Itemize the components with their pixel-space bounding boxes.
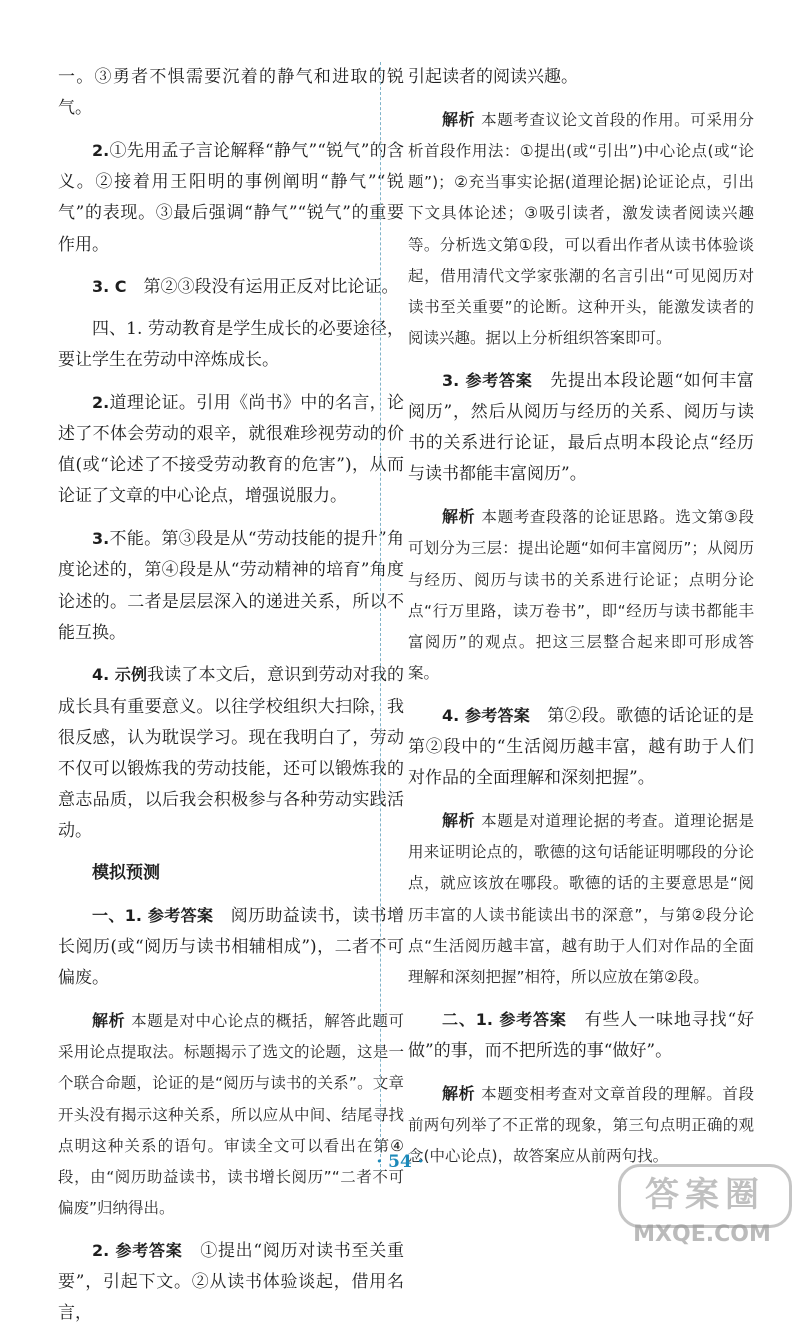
paragraph-text: 不能。第③段是从“劳动技能的提升”角度论述的，第④段是从“劳动精神的培育”角度论述的。二者是层层深入的递进关系，所以不能互换。	[58, 529, 404, 643]
analysis-label: 解析	[442, 1083, 476, 1103]
question-label: 4. 参考答案	[442, 705, 531, 725]
paragraph-text: 道理论证。引用《尚书》中的名言，论述了不体会劳动的艰辛，就很难珍视劳动的价值(或“论述了不接受劳动教育的危害”)，从而论证了文章的中心论点，增强说服力。	[58, 392, 404, 507]
answer-paragraph	[58, 62, 404, 124]
question-label: 3. 参考答案	[442, 370, 533, 390]
analysis-label: 解析	[442, 810, 476, 830]
paragraph-text: 本题是对中心论点的概括，解答此题可采用论点提取法。标题揭示了选文的论题，这是一个联合命题，论证的是“阅历与读书的关系”。文章开头没有揭示这种关系，所以应从中间、结尾寻找点明这种关系的语句。审读全文可以看出在第④段，由“阅历助益读书，读书增长阅历”“二者不可偏废”归纳得出。	[58, 1011, 404, 1218]
question-label: 3.	[92, 529, 110, 549]
answer-paragraph	[408, 1004, 754, 1067]
answer-paragraph	[58, 1235, 404, 1330]
page-number: · 54 ·	[376, 1152, 424, 1172]
answer-paragraph	[58, 523, 404, 649]
paragraph-text: 四、1. 劳动教育是学生成长的必要途径，要让学生在劳动中淬炼成长。	[58, 318, 404, 371]
paragraph-text: 第②段。歌德的话论证的是第②段中的“生活阅历越丰富，越有助于人们对作品的全面理解和深刻把握”。	[408, 705, 754, 789]
answer-paragraph	[58, 135, 404, 261]
section-heading-text: 模拟预测	[92, 863, 160, 884]
watermark-seal: 答案圈	[618, 1164, 792, 1228]
section-heading	[58, 858, 404, 889]
paragraph-text: 本题变相考查对文章首段的理解。首段前两句列举了不正常的现象，第三句点明正确的观念(中心论点)，故答案应从前两句找。	[408, 1084, 754, 1165]
answer-paragraph	[408, 365, 754, 491]
paragraph-text: 引起读者的阅读兴趣。	[408, 67, 578, 87]
watermark-url: MXQE.COM	[633, 1222, 771, 1247]
paragraph-text: ①先用孟子言论解释“静气”“锐气”的含义。②接着用王阳明的事例阐明“静气”“锐气”的表现。③最后强调“静气”“锐气”的重要作用。	[58, 140, 404, 255]
question-label: 3. C	[92, 277, 127, 297]
question-label: 一、1. 参考答案	[92, 905, 214, 925]
question-label: 2.	[92, 140, 110, 160]
watermark-logo	[612, 1160, 792, 1250]
paragraph-text: ①提出“阅历对读书至关重要”，引起下文。②从读书体验谈起，借用名言，	[58, 1240, 404, 1324]
left-column	[58, 62, 404, 1340]
question-label: 4. 示例	[92, 665, 148, 685]
analysis-paragraph	[408, 805, 754, 993]
column-divider	[380, 62, 381, 1172]
answer-paragraph	[58, 659, 404, 847]
answer-paragraph	[58, 387, 404, 513]
paragraph-text: 先提出本段论题“如何丰富阅历”，然后从阅历与经历的关系、阅历与读书的关系进行论证，最后点明本段论点“经历与读书都能丰富阅历”。	[408, 370, 754, 485]
answer-paragraph	[408, 700, 754, 795]
analysis-paragraph	[58, 1005, 404, 1224]
answer-paragraph	[58, 314, 404, 376]
paragraph-text: 阅历助益读书，读书增长阅历(或“阅历与读书相辅相成”)，二者不可偏废。	[58, 905, 404, 989]
analysis-paragraph	[408, 104, 754, 355]
answer-paragraph	[408, 62, 754, 93]
analysis-label: 解析	[92, 1010, 126, 1030]
paragraph-text: 本题是对道理论据的考查。道理论据是用来证明论点的，歌德的这句话能证明哪段的分论点，就应该放在哪段。歌德的话的主要意思是“阅历丰富的人读书能读出书的深意”，与第②段分论点“生活阅历越丰富，越有助于人们对作品的全面理解和深刻把握”相符，所以应放在第②段。	[408, 811, 754, 986]
paragraph-text: 一。③勇者不惧需要沉着的静气和进取的锐气。	[58, 67, 404, 119]
answer-paragraph	[58, 271, 404, 303]
analysis-label: 解析	[442, 109, 476, 129]
analysis-paragraph	[408, 501, 754, 689]
question-label: 2. 参考答案	[92, 1240, 183, 1260]
analysis-label: 解析	[442, 507, 476, 527]
question-label: 二、1. 参考答案	[442, 1009, 567, 1029]
answer-paragraph	[58, 900, 404, 995]
paragraph-text: 本题考查段落的论证思路。选文第③段可划分为三层：提出论题“如何丰富阅历”；从阅历与经历、阅历与读书的关系进行论证；点明分论点“行万里路，读万卷书”，即“经历与读书都能丰富阅历”的观点。把这三层整合起来即可形成答案。	[408, 508, 754, 683]
paragraph-text: 本题考查议论文首段的作用。可采用分析首段作用法：①提出(或“引出”)中心论点(或“论题”)；②充当事实论据(道理论据)论证论点，引出下文具体论述；③吸引读者，激发读者阅读兴趣等。分析选文第①段，可以看出作者从读书体验谈起，借用清代文学家张潮的名言引出“可见阅历对读书至关重要”的论断。这种开头，能激发读者的阅读兴趣。据以上分析组织答案即可。	[408, 110, 754, 348]
paragraph-text: 我读了本文后，意识到劳动对我的成长具有重要意义。以往学校组织大扫除，我很反感，认为耽误学习。现在我明白了，劳动不仅可以锻炼我的劳动技能，还可以锻炼我的意志品质，以后我会积极参与各种劳动实践活动。	[58, 665, 404, 842]
paragraph-text: 有些人一味地寻找“好做”的事，而不把所选的事“做好”。	[408, 1009, 754, 1061]
paragraph-text: 第②③段没有运用正反对比论证。	[126, 277, 399, 298]
question-label: 2.	[92, 392, 110, 412]
right-column	[408, 62, 754, 1183]
